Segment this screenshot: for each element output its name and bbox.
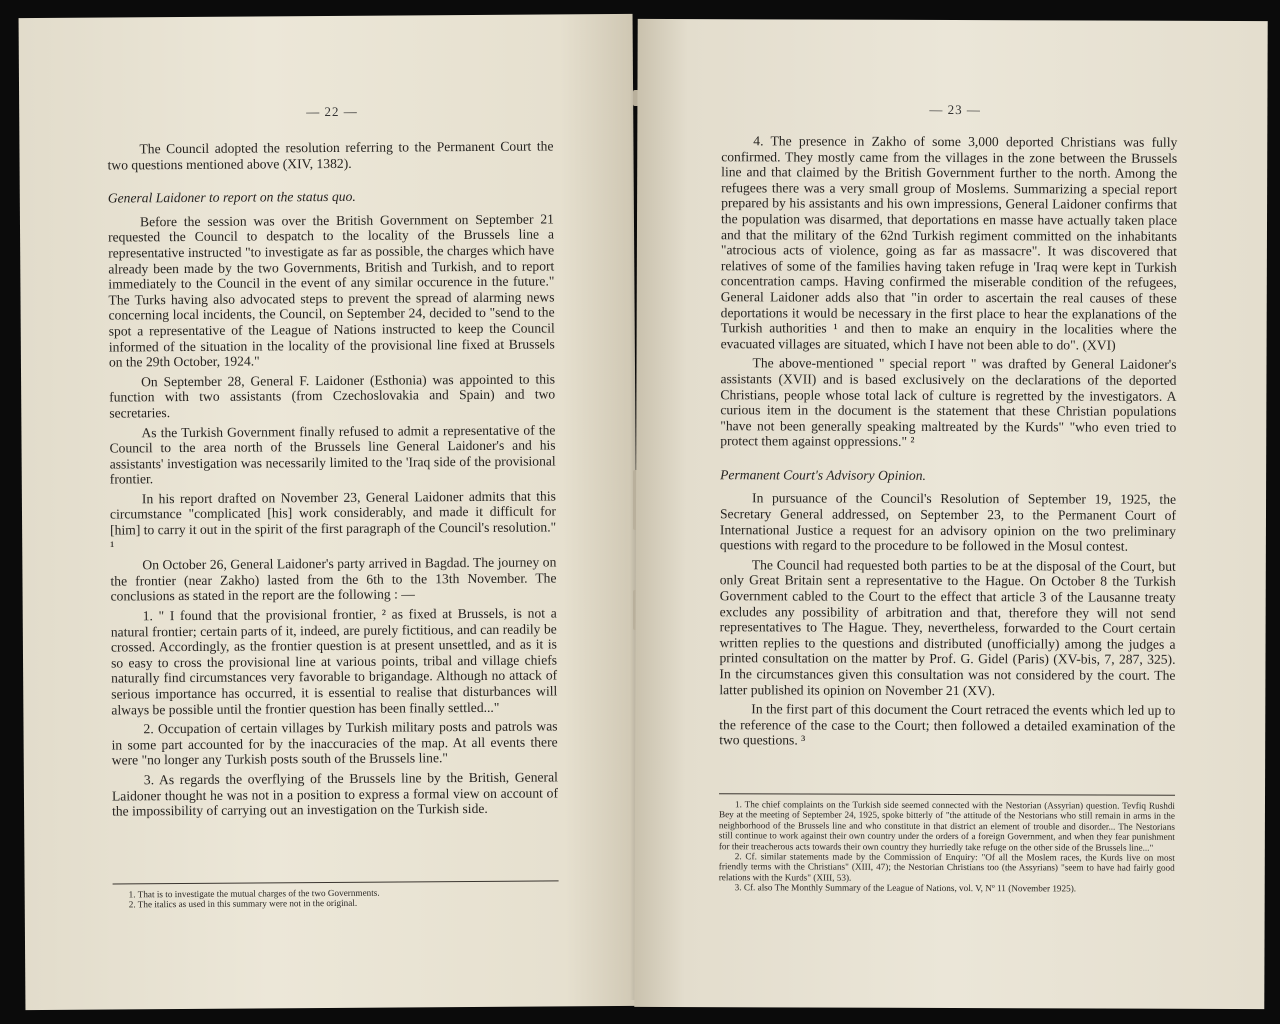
left-page-body xyxy=(107,138,558,819)
right-page xyxy=(634,19,1267,1009)
section-heading: Permanent Court's Advisory Opinion. xyxy=(720,467,926,483)
body-paragraph: In his report drafted on November 23, General Laidoner admits that this circumstance "complicated [his] work considerably, and made it difficult for [him] to carry it out in the spirit of the first paragraph of the Council's resolution." ¹ xyxy=(109,488,557,554)
footnote: 2. Cf. similar statements made by the Commission of Enquiry: "Of all the Moslem races, the Kurds live on most friendly terms with the Christians" (XIII, 47); the Nestorian Christians too (the Assyrians) "seem to have had fairly good relations with the Kurds" (XIII, 53). xyxy=(718,851,1175,883)
left-page xyxy=(19,14,640,1010)
body-paragraph: 1. " I found that the provisional frontier, ² as fixed at Brussels, is not a natural frontier; certain parts of it, indeed, are purely fictitious, and can readily be crossed. Accordingly, as the frontier question is at present unsettled, and as it is so easy to cross the provisional line at various points, tribal and village chiefs naturally find circumstances very favorable to brigandage. Although no attack of serious importance has occurred, it is essential to realise that disturbances will always be possible until the frontier question has been finally settled..." xyxy=(110,605,558,718)
left-footnotes xyxy=(113,886,559,910)
body-paragraph: On September 28, General F. Laidoner (Esthonia) was appointed to this function with two assistants (from Czechoslovakia and Spain) and two secretaries. xyxy=(109,371,556,421)
right-footnotes xyxy=(719,799,1175,894)
footnote: 2. The italics as used in this summary were not in the original. xyxy=(128,898,358,910)
body-paragraph: As the Turkish Government finally refused to admit a representative of the Council to the area north of the Brussels line General Laidoner's and his assistants' investigation was necessarily limited to the 'Iraq side of the provisional frontier. xyxy=(109,421,556,487)
body-paragraph: 2. Occupation of certain villages by Turkish military posts and patrols was in some part accounted for by the inaccuracies of the map. At all events there were "no longer any Turkish posts south of the Brussels line." xyxy=(111,718,558,768)
body-paragraph: The Council adopted the resolution referring to the Permanent Court the two questions mentioned above (XIV, 1382). xyxy=(107,138,554,173)
footnote: 1. The chief complaints on the Turkish side seemed connected with the Nestorian (Assyrian) question. Tevfiq Rushdi Bey at the meeting of September 24, 1925, spoke bitterly of "the attitude of the Nestorians who still remain in arms in the neighborhood of the Brussels line and who constitute in that district an element of trouble and disorder... The Nestorians still continue to work against their own country under the orders of a foreign Government, and when they fear punishment for their treacherous acts towards their own country they hurriedly take refuge on the other side of the Brussels line..." xyxy=(718,799,1176,853)
footnote-rule xyxy=(719,793,1175,796)
body-paragraph: In the first part of this document the Court retraced the events which led up to the reference of the case to the Court; then followed a detailed examination of the two questions. ³ xyxy=(719,701,1176,748)
body-paragraph: 3. As regards the overflying of the Brussels line by the British, General Laidoner thought he was not in a position to express a formal view on account of the impossibility of carrying out an investigation on the Turkish side. xyxy=(111,769,559,819)
body-paragraph: The above-mentioned " special report " was drafted by General Laidoner's assistants (XVII) and is based exclusively on the declarations of the deported Christians, people whose total lack of culture is regretted by the investigators. A curious item in the document is the statement that these Christian populations "have not been generally speaking maltreated by the Kurds" "who even tried to protect them against oppressions." ² xyxy=(720,355,1177,450)
page-number: — 23 — xyxy=(929,101,981,118)
body-paragraph: Before the session was over the British Government on September 21 requested the Council to despatch to the locality of the Brussels line a representative instructed "to investigate as far as possible, the charges which have already been made by the two Governments, British and Turkish, and to report immediately to the Council in the event of any similar occurence in the future." The Turks having also advocated steps to prevent the spread of alarming news concerning local incidents, the Council, on September 24, decided to "send to the spot a representative of the League of Nations instructed to keep the Council informed of the situation in the locality of the provisional line fixed at Brussels on the 29th October, 1924." xyxy=(108,211,555,370)
body-paragraph: In pursuance of the Council's Resolution of September 19, 1925, the Secretary General addressed, on September 23, to the Permanent Court of International Justice a request for an advisory opinion on the two preliminary questions with regard to the procedure to be followed in the Mosul contest. xyxy=(719,490,1177,554)
footnote: 1. That is to investigate the mutual charges of the two Governments. xyxy=(128,887,380,900)
page-number: — 22 — xyxy=(306,103,358,120)
right-page-body xyxy=(719,133,1177,750)
body-paragraph: 4. The presence in Zakho of some 3,000 deported Christians was fully confirmed. They mostly came from the villages in the zone between the Brussels line and that claimed by the British Government further to the north. Among the refugees there was a very small group of Moslems. Summarizing a special report prepared by his assistants and his own impressions, General Laidoner confirms that the population was disarmed, that deportations en masse have actually taken place and that the military of the 62nd Turkish regiment committed on the inhabitants "atrocious acts of violence, going as far as massacre". It was discovered that relatives of some of the families having taken refuge in 'Iraq were kept in Turkish concentration camps. Having confirmed the miserable condition of the refugees, General Laidoner adds also that "in order to ascertain the real causes of these deportations it would be necessary in the first place to hear the explanations of the Turkish authorities ¹ and then to make an enquiry in the localities where the evacuated villages are situated, which I have not been able to do". (XVI) xyxy=(720,133,1178,353)
section-heading: General Laidoner to report on the status quo. xyxy=(107,188,356,206)
body-paragraph: The Council had requested both parties to be at the disposal of the Court, but only Great Britain sent a representative to the Hague. On October 8 the Turkish Government cabled to the Court to the effect that article 3 of the Lausanne treaty excludes any possibility of arbitration and that, therefore they will not send representatives to The Hague. They, nevertheless, forwarded to the Court certain written replies to the questions and distributed (unofficially) among the judges a printed consultation on the matter by Prof. G. Gidel (Paris) (XV-bis, 7, 287, 325). In the circumstances given this consultation was not considered by the court. The latter published its opinion on November 21 (XV). xyxy=(719,557,1176,698)
footnote: 3. Cf. also The Monthly Summary of the League of Nations, vol. V, Nº 11 (November 1925). xyxy=(734,882,1077,894)
body-paragraph: On October 26, General Laidoner's party arrived in Bagdad. The journey on the frontier (near Zakho) lasted from the 6th to the 13th November. The conclusions as stated in the report are the following : — xyxy=(110,554,557,604)
footnote-rule xyxy=(113,880,559,884)
